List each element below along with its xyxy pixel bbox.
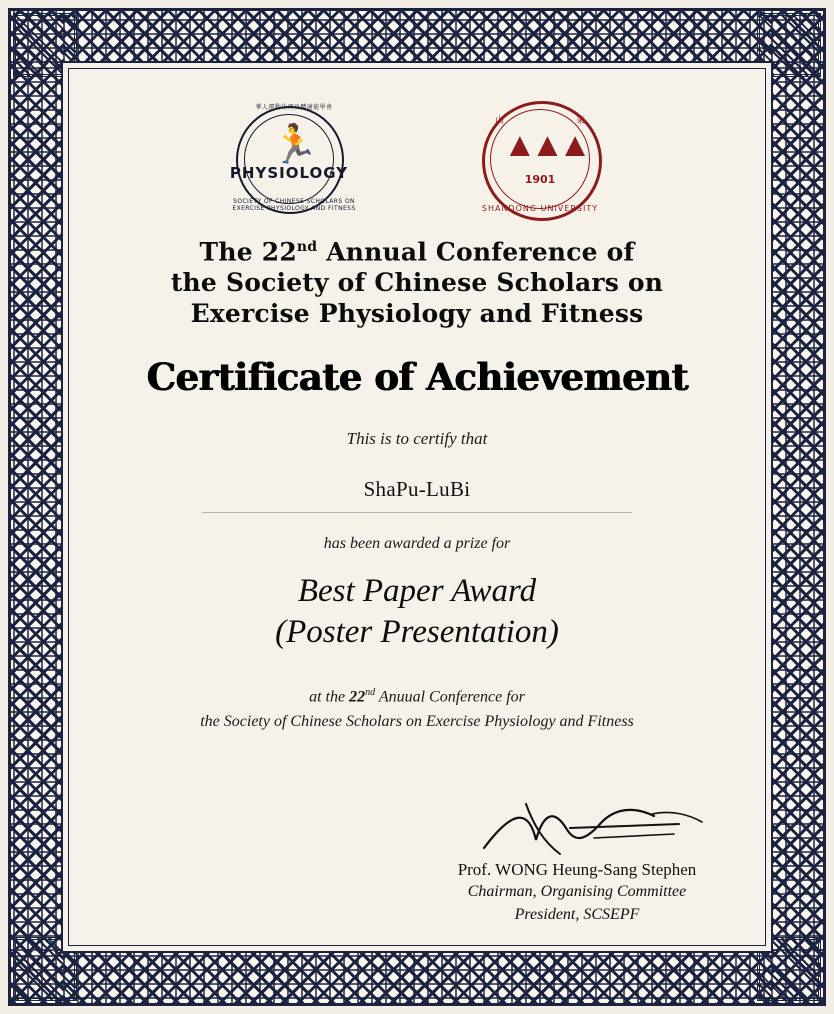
- certify-line: This is to certify that: [346, 429, 488, 449]
- awarded-for-line: has been awarded a prize for: [323, 535, 511, 553]
- scsepf-logo-arc-bottom-text: SOCIETY OF CHINESE SCHOLARS ON EXERCISE PHYSIOLOGY AND FITNESS: [232, 198, 356, 212]
- recipient-rule: [202, 512, 632, 513]
- mountain-emblem-icon: ▲▲▲: [503, 127, 586, 164]
- sdu-logo-cn-right: 東: [575, 115, 585, 125]
- certificate-content: [70, 70, 764, 944]
- award-title-line-1: Best Paper Award: [297, 573, 537, 610]
- at-conference-line-1: [88, 681, 746, 709]
- conference-title-line-3: Exercise Physiology and Fitness: [190, 299, 644, 329]
- award-title: [88, 571, 746, 653]
- at-conference-number: 22: [349, 688, 366, 706]
- scsepf-logo-wordmark: PHYSIOLOGY: [229, 164, 349, 182]
- signatory-role-line-1: Chairman, Organising Committee: [467, 883, 687, 900]
- at-conference-text: [88, 681, 746, 733]
- at-conference-line-2: the Society of Chinese Scholars on Exercise Physiology and Fitness: [200, 712, 634, 730]
- conference-ordinal-suffix: nd: [296, 239, 318, 255]
- certificate-heading: Certificate of Achievement: [146, 355, 688, 400]
- sdu-logo-arc-bottom-text: SHANDONG UNIVERSITY: [481, 204, 599, 213]
- at-conference-line-1-pre: at the: [309, 688, 350, 706]
- signatory-name: Prof. WONG Heung-Sang Stephen: [457, 860, 697, 879]
- award-title-line-2: (Poster Presentation): [275, 614, 559, 651]
- conference-title-line-1: [88, 232, 746, 267]
- conference-title-line-1-post: Annual Conference of: [317, 237, 635, 267]
- handwritten-signature-icon: [412, 798, 742, 860]
- recipient-name: ShaPu-LuBi: [363, 477, 471, 502]
- conference-title-line-1-pre: The 22: [199, 237, 297, 267]
- conference-title: [88, 232, 746, 329]
- at-conference-line-1-post: Anuual Conference for: [375, 688, 525, 706]
- signature-block: [412, 798, 742, 926]
- at-conference-ordinal-suffix: nd: [365, 687, 376, 699]
- logo-row: [88, 98, 746, 218]
- scsepf-logo-arc-top-text: 華人運動生理及體適能學會: [255, 104, 333, 111]
- conference-title-line-2: the Society of Chinese Scholars on: [170, 268, 664, 298]
- shandong-university-logo: [465, 99, 615, 217]
- signatory-role-line-2: President, SCSEPF: [514, 906, 640, 923]
- sdu-logo-year: 1901: [524, 173, 556, 186]
- running-figure-icon: 🏃: [271, 124, 319, 166]
- scsepf-logo: [219, 102, 369, 214]
- sdu-logo-cn-left: 山: [495, 115, 505, 125]
